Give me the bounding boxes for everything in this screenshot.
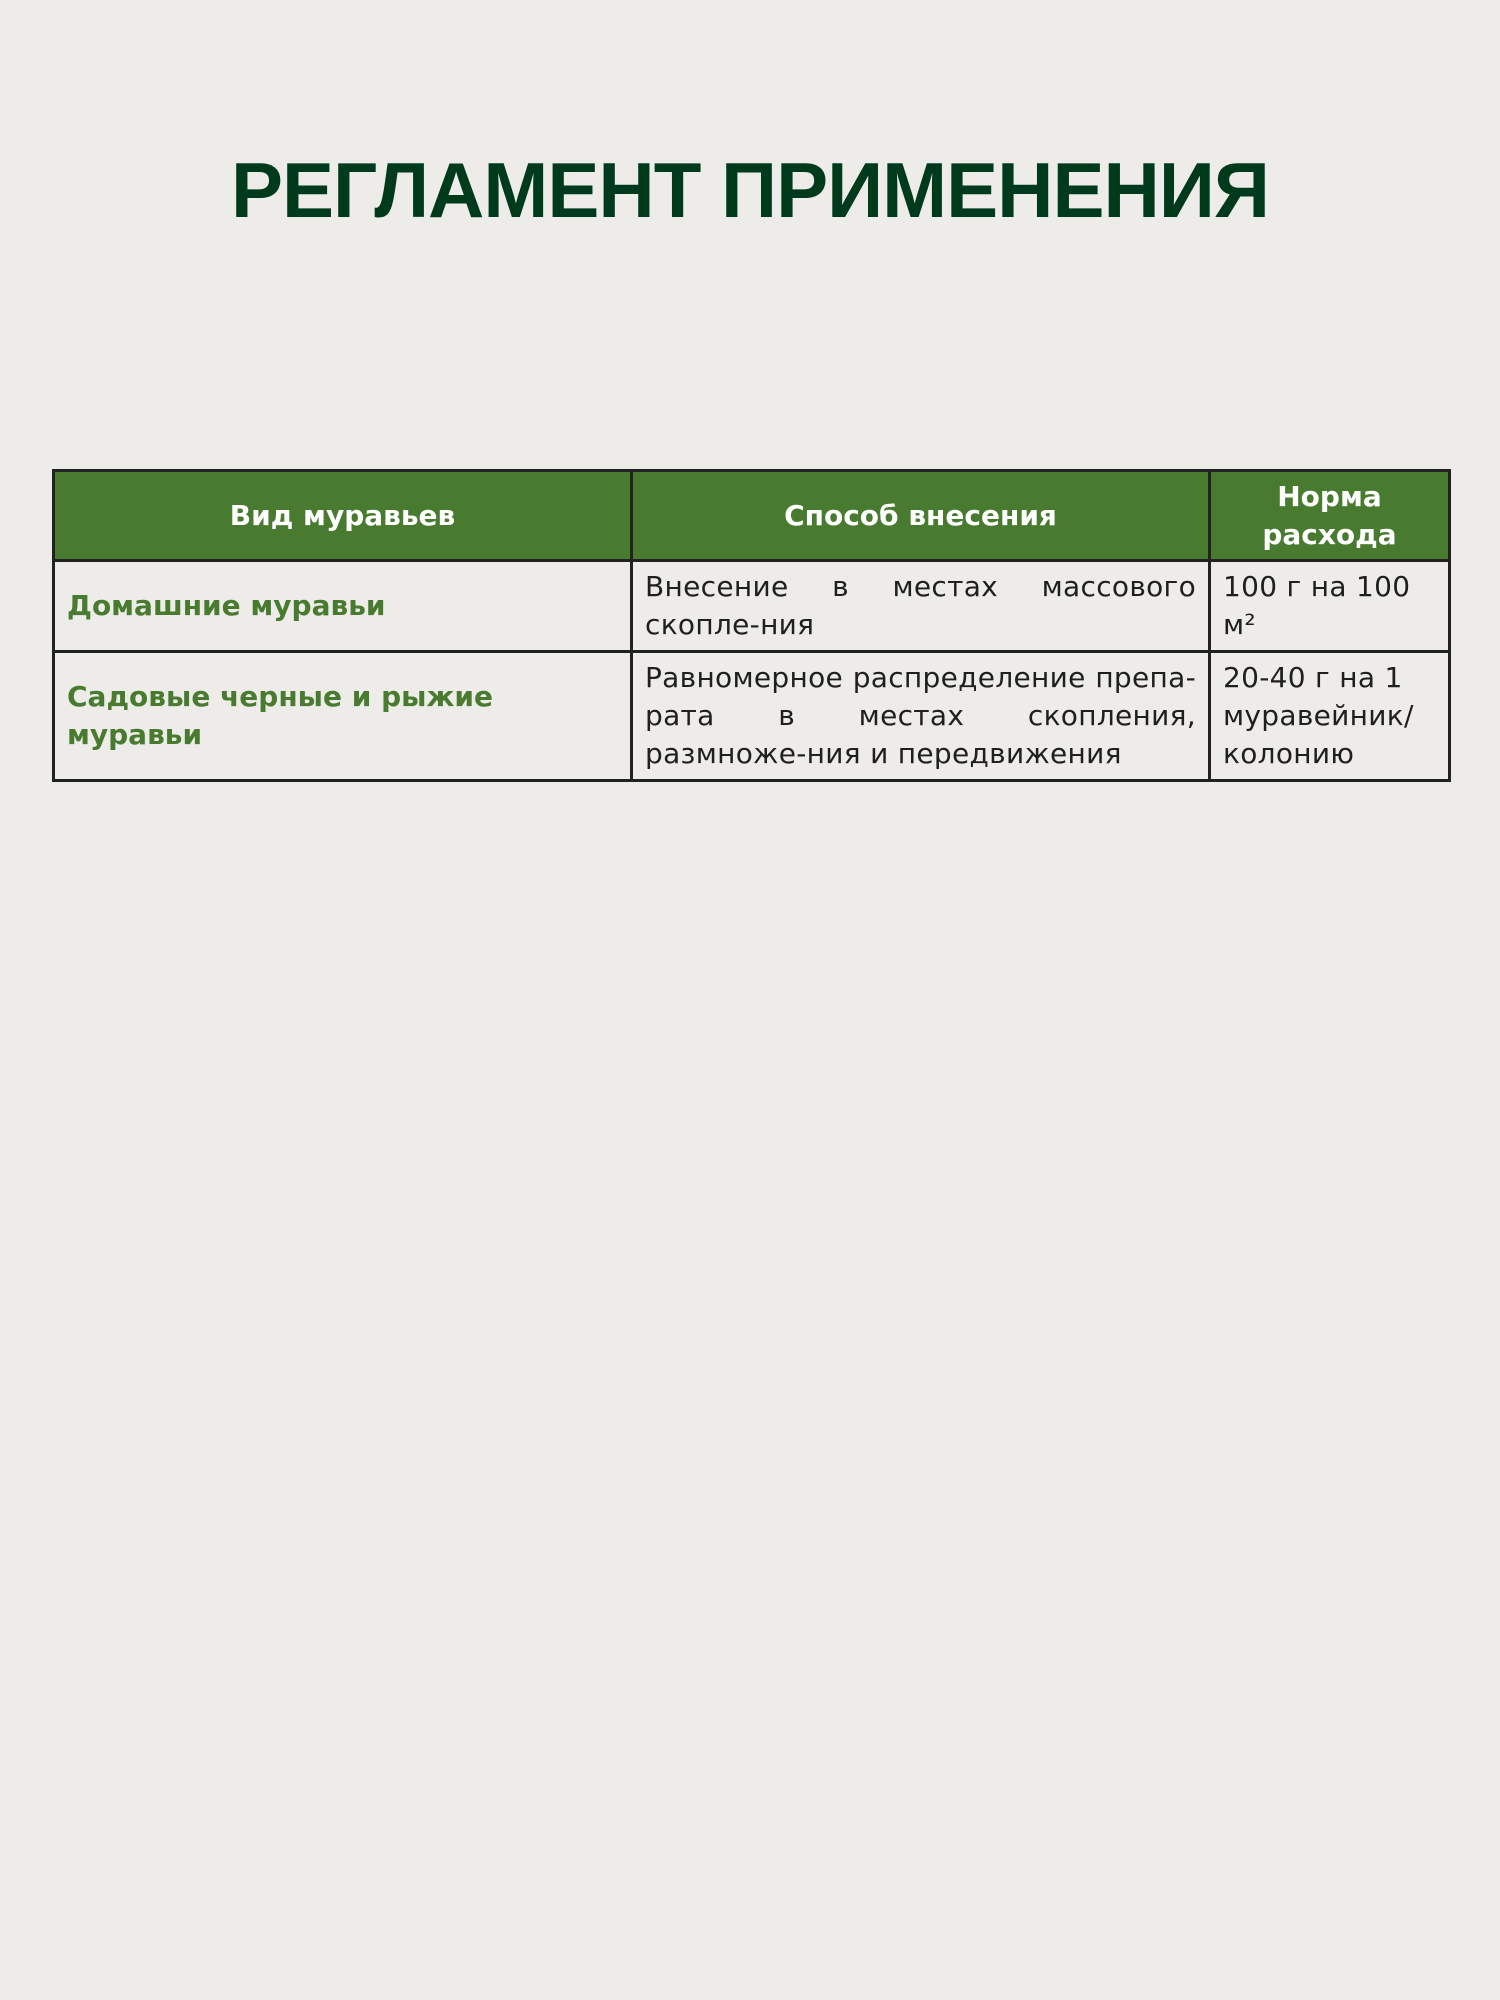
application-method-cell: Внесение в местах массового скопле-ния xyxy=(632,561,1210,652)
consumption-rate-cell: 20-40 г на 1 муравейник/колонию xyxy=(1210,652,1450,781)
header-application-method: Способ внесения xyxy=(632,471,1210,561)
table-row xyxy=(54,561,1450,652)
header-consumption-rate: Норма расхода xyxy=(1210,471,1450,561)
ant-type-cell: Садовые черные и рыжие муравьи xyxy=(54,652,632,781)
header-ant-type: Вид муравьев xyxy=(54,471,632,561)
table-row xyxy=(54,652,1450,781)
regulation-table xyxy=(52,469,1451,782)
consumption-rate-cell: 100 г на 100 м² xyxy=(1210,561,1450,652)
table-header-row xyxy=(54,471,1450,561)
application-method-cell: Равномерное распределение препа-рата в местах скопления, размноже-ния и передвижения xyxy=(632,652,1210,781)
regulation-table-container xyxy=(52,469,1448,782)
ant-type-cell: Домашние муравьи xyxy=(54,561,632,652)
page-title: РЕГЛАМЕНТ ПРИМЕНЕНИЯ xyxy=(231,146,1269,234)
